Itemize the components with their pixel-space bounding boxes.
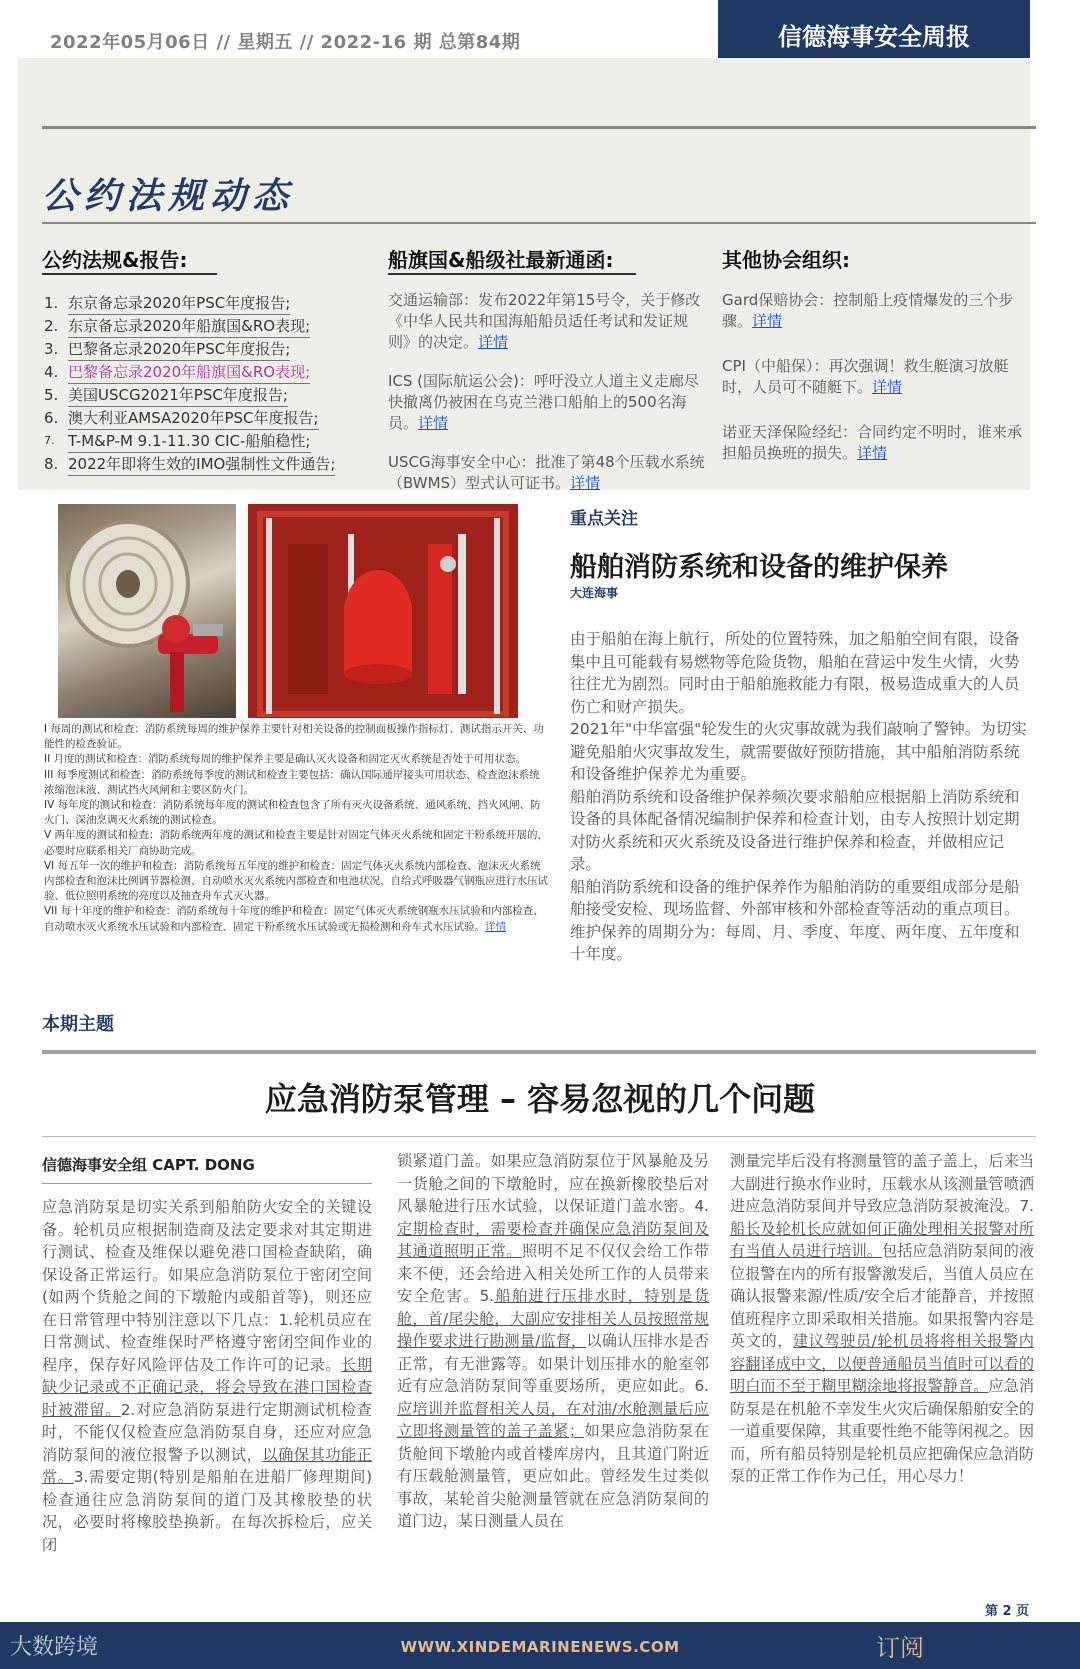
- list-item[interactable]: 4. 巴黎备忘录2020年船旗国&RO表现;: [44, 361, 335, 384]
- regulations-list: [44, 292, 335, 476]
- paragraph: 船舶消防系统和设备维护保养频次要求船舶应根据船上消防系统和设备的具体配备情况编制护保养和检查计划，由专人按照计划定期对防火系统和灭火系统及设备进行维护保养和检查，并做相应记录。: [570, 787, 1020, 873]
- website-link[interactable]: WWW.XINDEMARINENEWS.COM: [400, 1638, 680, 1656]
- watermark: 大数跨境: [10, 1635, 99, 1660]
- col3-header: [722, 244, 850, 273]
- topic-text: 应急消防泵是切实关系到船舶防火安全的关键设备。轮机员应根据制造商及法定要求对其定期进行测试、检查及维保以避免港口国检查缺陷，确保设备正常运行。如果应急消防泵位于密闭空间(如两个货舱之间的下墩舱内或船首等)，则还应在日常管理中特别注意以下几点：1.轮机员应在日常测试、检查维保时严格遵守密闭空间作业的程序，保存好风险评估及工作许可的记录。: [42, 1198, 372, 1374]
- caption-line: V 两年度的测试和检查：消防系统两年度的测试和检查主要是针对固定气体灭火系统和固定干粉系统开展的，必要时应联系相关厂商协助完成。: [44, 829, 549, 857]
- regulation-link[interactable]: 美国USCG2021年PSC年度报告;: [68, 384, 288, 407]
- details-link[interactable]: 详情: [872, 378, 903, 396]
- regulation-link[interactable]: 巴黎备忘录2020年船旗国&RO表现;: [68, 361, 310, 384]
- maintenance-caption: [44, 722, 550, 935]
- news-item: 交通运输部：发布2022年第15号令，关于修改《中华人民共和国海船船员适任考试和发证规则》的决定。详情: [388, 291, 701, 351]
- topic-author: 信德海事安全组 CAPT. DONG: [42, 1156, 255, 1174]
- caption-line: II 月度的测试和检查：消防系统每周的维护保养主要是确认灭火设备和固定灭火系统是否处于可用状态。: [44, 753, 527, 766]
- fire-hose-illustration: [58, 504, 236, 718]
- caption-line: IV 每年度的测试和检查：消防系统每年度的测试和检查包含了所有灭火设备系统、通风系统、挡火风闸、防火门、深油烹调灭火系统的测试检查。: [44, 799, 541, 827]
- fire-hose-photo: [58, 504, 236, 718]
- paragraph: 船舶消防系统和设备的维护保养作为船舶消防的重要组成部分是船舶接受安检、现场监督、外部审核和外部检查等活动的重点项目。维护保养的周期分为：每周、月、季度、年度、两年度、五年度和十年度。: [570, 877, 1020, 963]
- subscribe-link[interactable]: 订阅: [876, 1634, 924, 1662]
- section-divider: [42, 1050, 1036, 1054]
- issue-meta-line: 2022年05月06日 // 星期五 // 2022-16 期 总第84期: [50, 32, 521, 53]
- details-link[interactable]: 详情: [418, 414, 449, 432]
- flag-class-news: [388, 290, 710, 512]
- caption-line: III 每季度测试和检查：消防系统每季度的测试和检查主要包括：确认国际通岸接头可用状态、检查泡沫系统浓缩泡沫液、测试挡火风闸和主要区防火门。: [44, 768, 540, 796]
- list-item[interactable]: 2. 东京备忘录2020年船旗国&RO表现;: [44, 315, 335, 338]
- focus-body: [570, 628, 1032, 966]
- details-link[interactable]: 详情: [752, 312, 783, 330]
- fire-pump-illustration: [248, 504, 518, 718]
- topic-column-3: 测量完毕后没有将测量管的盖子盖上，后来当大副进行换水作业时，压载水从该测量管喷洒进应急消防泵间并导致应急消防泵被淹没。7.船长及轮机长应就如何正确处理相关报警对所有当值人员进行培训。包括应急消防泵间的液位报警在内的所有报警激发后，当值人员应在确认报警来源/性质/安全后才能静音，并按照值班程序立即采取相关措施。如果报警内容是英文的，建议驾驶员/轮机员将将相关报警内容翻译成中文，以便普通船员当值时可以看的明白而不至于糊里糊涂地将报警静音。应急消防泵是在机舱不幸发生火灾后确保船舶安全的一道重要保障，其重要性绝不能等闲视之。因而，所有船员特别是轮机员应把确保应急消防泵的正常工作作为己任，用心尽力！: [730, 1152, 1035, 1485]
- col1-header: [42, 244, 217, 275]
- paragraph: 2021年"中华富强"轮发生的火灾事故就为我们敲响了警钟。为切实避免船舶火灾事故发生，就需要做好预防措施，其中船舶消防系统和设备维护保养尤为重要。: [570, 720, 1027, 783]
- section-divider: [42, 1136, 1036, 1137]
- col1-heading: 公约法规&报告:: [42, 248, 188, 272]
- list-item[interactable]: 5. 美国USCG2021年PSC年度报告;: [44, 384, 335, 407]
- focus-label: 重点关注: [570, 509, 638, 529]
- details-link[interactable]: 详情: [857, 444, 888, 462]
- heading-underline: [388, 273, 636, 275]
- fire-pump-photo: [248, 504, 518, 718]
- paragraph: 由于船舶在海上航行，所处的位置特殊，加之船舶空间有限，设备集中且可能载有易燃物等危险货物，船舶在营运中发生火情，火势往往尤为剧烈。同时由于船舶施救能力有限，极易造成重大的人员伤亡和财产损失。: [570, 630, 1020, 716]
- section-divider: [42, 126, 1036, 129]
- association-news: [722, 290, 1032, 482]
- news-item: Gard保赔协会：控制船上疫情爆发的三个步骤。详情: [722, 291, 1014, 330]
- details-link[interactable]: 详情: [478, 333, 509, 351]
- caption-line: VI 每五年一次的维护和检查：消防系统每五年度的维护和检查：固定气体灭火系统内部检查、泡沫灭火系统内部检查和泡沫比例调节器检测、自动喷水灭火系统内部检查和电池状况、自给式呼吸器气钢瓶应进行水压试验、低位照明系统的亮度以及抽查舟车式灭火器。: [44, 859, 548, 903]
- details-link[interactable]: 详情: [485, 920, 506, 933]
- topic-column-1: 应急消防泵是切实关系到船舶防火安全的关键设备。轮机员应根据制造商及法定要求对其定期进行测试、检查及维保以避免港口国检查缺陷，确保设备正常运行。如果应急消防泵位于密闭空间(如两个货舱之间的下墩舱内或船首等)，则还应在日常管理中特别注意以下几点：1.轮机员应在日常测试、检查维保时严格遵守密闭空间作业的程序，保存好风险评估及工作许可的记录。长期缺少记录或不正确记录，将会导致在港口国检查时被滞留。2.对应急消防泵进行定期测试机检查时，不能仅仅检查应急消防泵自身，还应对应急消防泵间的液位报警予以测试，以确保其功能正常。3.需要定期(特别是船舶在进船厂修理期间)检查通往应急消防泵间的道门及其橡胶垫的状况，必要时将橡胶垫换新。在每次拆检后，应关闭: [42, 1198, 373, 1554]
- topic-column-2: 锁紧道门盖。如果应急消防泵位于风暴舱及另一货舱之间的下墩舱时，应在换新橡胶垫后对风暴舱进行压水试验，以保证道门盖水密。4.定期检查时，需要检查并确保应急消防泵间及其通道照明正常。照明不足不仅仅会给工作带来不便，还会给进入相关处所工作的人员带来安全危害。5.船舶进行压排水时，特别是货舱，首/尾尖舱，大副应安排相关人员按照常规操作要求进行勘测量/监督，以确认压排水是否正常，有无泄露等。如果计划压排水的舱室邻近有应急消防泵间等重要场所，更应如此。6.应培训并监督相关人员，在对油/水舱测量后应立即将测量管的盖子盖紧；如果应急消防泵在货舱间下墩舱内或首楼库房内，且其道门附近有压载舱测量管，更应如此。曾经发生过类似事故，某轮首尖舱测量管就在应急消防泵间的道门边，某日测量人员在: [397, 1152, 710, 1530]
- focus-title: 船舶消防系统和设备的维护保养: [570, 552, 948, 583]
- topic-title: 应急消防泵管理 – 容易忽视的几个问题: [264, 1080, 816, 1118]
- caption-line: VII 每十年度的维护和检查：消防系统每十年度的维护和检查：固定气体灭火系统钢瓶水压试验和内部检查、自动喷水灭火系统水压试验和内部检查、固定干粉系统水压试验或无损检测和舟车式水压试验。详情: [44, 905, 544, 933]
- regulation-link[interactable]: 东京备忘录2020年PSC年度报告;: [68, 292, 290, 315]
- col3-heading: 其他协会组织:: [722, 248, 850, 272]
- list-item[interactable]: 6. 澳大利亚AMSA2020年PSC年度报告;: [44, 407, 335, 430]
- regulation-link[interactable]: T-M&P-M 9.1-11.30 CIC-船舶稳性;: [68, 430, 311, 453]
- news-item: USCG海事安全中心：批准了第48个压载水系统（BWMS）型式认可证书。详情: [388, 453, 705, 492]
- regulation-link[interactable]: 2022年即将生效的IMO强制性文件通告;: [68, 453, 335, 476]
- caption-line: I 每周的测试和检查：消防系统每周的维护保养主要针对相关设备的控制面板操作指标灯、测试指示开关、功能性的检查验证。: [44, 723, 544, 751]
- regulation-link[interactable]: 东京备忘录2020年船旗国&RO表现;: [68, 315, 310, 338]
- details-link[interactable]: 详情: [570, 474, 601, 492]
- page-number: 第 2 页: [985, 1604, 1030, 1619]
- news-item: 诺亚天泽保险经纪：合同约定不明时，谁来承担船员换班的损失。详情: [722, 423, 1023, 462]
- regulation-link[interactable]: 澳大利亚AMSA2020年PSC年度报告;: [68, 407, 319, 430]
- news-item: CPI（中船保）：再次强调！救生艇演习放艇时，人员可不随艇下。详情: [722, 357, 1009, 396]
- regulation-link[interactable]: 巴黎备忘录2020年PSC年度报告;: [68, 338, 290, 361]
- news-item: ICS (国际航运公会)：呼吁没立人道主义走廊尽快撤离仍被困在乌克兰港口船舶上的500名海员。详情: [388, 372, 699, 432]
- col2-header: [388, 244, 636, 275]
- list-item[interactable]: 3. 巴黎备忘录2020年PSC年度报告;: [44, 338, 335, 361]
- section-title: 公约法规动态: [42, 175, 295, 217]
- list-item[interactable]: 7. T-M&P-M 9.1-11.30 CIC-船舶稳性;: [44, 430, 335, 453]
- brand-banner: [718, 0, 1030, 58]
- focus-source: 大连海事: [570, 586, 619, 600]
- col2-heading: 船旗国&船级社最新通函:: [388, 248, 614, 272]
- list-item[interactable]: 1. 东京备忘录2020年PSC年度报告;: [44, 292, 335, 315]
- section-divider: [42, 222, 1036, 224]
- list-item[interactable]: 8. 2022年即将生效的IMO强制性文件通告;: [44, 453, 335, 476]
- author-underline: [42, 1183, 372, 1184]
- brand-title: 信德海事安全周报: [778, 22, 970, 51]
- heading-underline: [42, 273, 217, 275]
- topic-label: 本期主题: [42, 1014, 114, 1035]
